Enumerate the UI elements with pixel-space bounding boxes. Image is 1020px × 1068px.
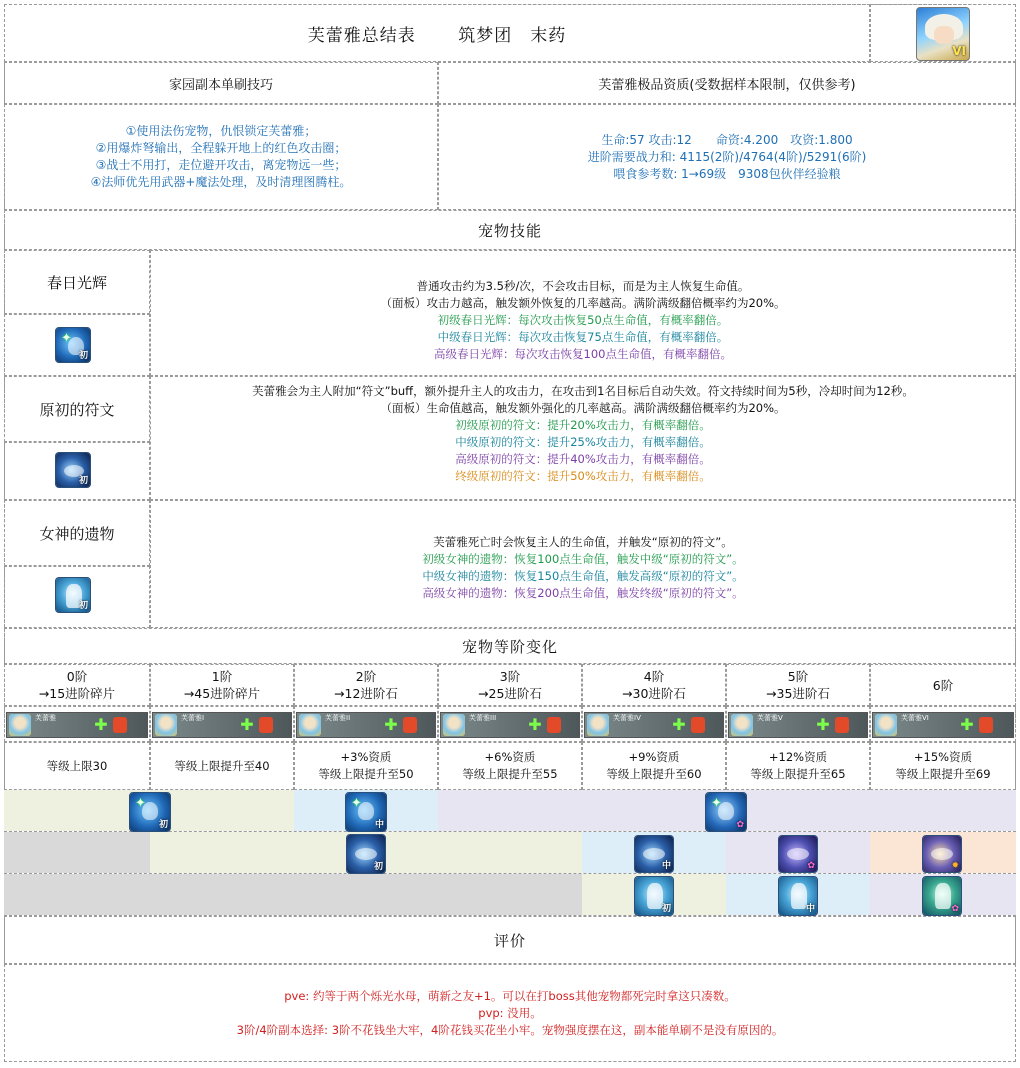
tip-line: ③战士不用打，走位避开攻击，离宠物远一些； bbox=[95, 158, 347, 172]
skill-name-cell bbox=[4, 376, 150, 442]
tier-requirement: →25进阶石 bbox=[478, 686, 542, 701]
skill-desc-line: 高级原初的符文：提升40%攻击力，有概率翻倍。 bbox=[455, 452, 711, 466]
tier-stage: 1阶 bbox=[211, 669, 233, 684]
item-icon bbox=[691, 717, 705, 733]
freya-avatar bbox=[916, 7, 970, 61]
tier-effect-cell bbox=[870, 742, 1016, 790]
tier-level-cap: 等级上限提升至40 bbox=[174, 758, 270, 773]
goddess-relic-low-icon: 初 bbox=[634, 876, 674, 916]
tier-stage-cell bbox=[294, 664, 438, 706]
spring-radiance-mid-icon: ✦ 中 bbox=[345, 792, 387, 832]
item-icon bbox=[403, 717, 417, 733]
tier-requirement: →30进阶石 bbox=[622, 686, 686, 701]
avatar-badge: VI bbox=[952, 44, 966, 58]
tier-stage: 0阶 bbox=[66, 669, 88, 684]
review-line: 3阶/4阶副本选择: 3阶不花钱坐大牢，4阶花钱买花坐小牢。宠物强度摆在这，副本能单刷不是没有原因的。 bbox=[236, 1022, 784, 1037]
tier-requirement: →12进阶石 bbox=[334, 686, 398, 701]
pet-portrait bbox=[875, 714, 897, 736]
review-line: pvp: 没用。 bbox=[478, 1005, 542, 1020]
tier-stage-cell bbox=[150, 664, 294, 706]
skill-desc bbox=[150, 500, 1016, 628]
pet-card-name: 芙蕾雅V bbox=[757, 714, 783, 722]
pet-card-name: 芙蕾雅II bbox=[325, 714, 351, 722]
tier-effect-cell bbox=[150, 742, 294, 790]
tier-quality-bonus: +6%资质 bbox=[484, 750, 536, 764]
skill-desc-line: 普通攻击约为3.5秒/次，不会攻击目标，而是为主人恢复生命值。 bbox=[416, 278, 750, 293]
tier-level-cap: 等级上限提升至65 bbox=[750, 767, 846, 781]
item-icon bbox=[835, 717, 849, 733]
tier-quality-bonus: +9%资质 bbox=[628, 750, 680, 764]
spring-radiance-low-icon: ✦ 初 bbox=[129, 792, 171, 832]
skill-desc-line: 中级春日光辉：每次攻击恢复75点生命值，有概率翻倍。 bbox=[437, 329, 729, 344]
skill-desc-line: 初级女神的遗物：恢复100点生命值，触发中级“原初的符文”。 bbox=[422, 552, 744, 566]
review-line: pve: 约等于两个烁光水母，萌新之友+1。可以在打boss其他宠物都死完时拿这只凑数。 bbox=[284, 988, 736, 1003]
primal-rune-icon: 初 bbox=[55, 452, 91, 488]
skills-header: 宠物技能 bbox=[477, 221, 542, 240]
pet-card-name: 芙蕾雅 bbox=[35, 714, 56, 722]
tier-effect-cell bbox=[294, 742, 438, 790]
pet-card bbox=[872, 712, 1014, 738]
stats-line: 生命:57 攻击:12 命资:4.200 攻资:1.800 bbox=[601, 132, 853, 147]
pet-portrait bbox=[443, 714, 465, 736]
tip-line: ④法师优先用武器+魔法处理，及时清理图腾柱。 bbox=[90, 175, 352, 189]
progress-seg bbox=[4, 874, 582, 915]
pet-portrait bbox=[299, 714, 321, 736]
progress-seg bbox=[4, 832, 150, 873]
tier-stage-cell bbox=[438, 664, 582, 706]
page-title: 芙蕾雅总结表 筑梦团 末药 bbox=[307, 25, 567, 46]
skill-name: 女神的遗物 bbox=[39, 524, 115, 543]
tips-header-cell bbox=[4, 62, 438, 104]
tiers-header-cell bbox=[4, 628, 1016, 664]
pet-portrait bbox=[155, 714, 177, 736]
skill-desc bbox=[150, 376, 1016, 500]
tier-quality-bonus: +15%资质 bbox=[913, 750, 973, 764]
pet-card bbox=[152, 712, 292, 738]
tier-effect-cell bbox=[438, 742, 582, 790]
pet-portrait bbox=[9, 714, 31, 736]
plus-icon: ✚ bbox=[672, 715, 686, 734]
stats-line: 进阶需要战力和: 4115(2阶)/4764(4阶)/5291(6阶) bbox=[587, 149, 867, 164]
title-cell bbox=[4, 4, 870, 62]
skill-desc-line: 终级原初的符文：提升50%攻击力，有概率翻倍。 bbox=[455, 469, 711, 483]
tier-quality-bonus: +3%资质 bbox=[340, 750, 392, 764]
tier-effect-cell bbox=[4, 742, 150, 790]
skill-desc-line: 高级春日光辉：每次攻击恢复100点生命值，有概率翻倍。 bbox=[434, 346, 732, 361]
skill-name: 春日光辉 bbox=[46, 273, 107, 292]
skill-desc-line: 中级原初的符文：提升25%攻击力，有概率翻倍。 bbox=[455, 435, 711, 449]
tier-effect-cell bbox=[726, 742, 870, 790]
skills-header-cell bbox=[4, 210, 1016, 250]
plus-icon: ✚ bbox=[240, 715, 254, 734]
tier-quality-bonus: +12%资质 bbox=[768, 750, 828, 764]
review-header-cell bbox=[4, 916, 1016, 964]
item-icon bbox=[259, 717, 273, 733]
pet-card-name: 芙蕾雅I bbox=[181, 714, 205, 722]
tips-body bbox=[4, 104, 438, 210]
stats-line: 喂食参考数: 1→69级 9308包伙伴经验粮 bbox=[613, 166, 841, 181]
skill-desc-line: 芙蕾雅会为主人附加“符文”buff，额外提升主人的攻击力，在攻击到1名目标后自动失效。符文持续时间为5秒，冷却时间为12秒。 bbox=[252, 384, 914, 398]
tiers-header: 宠物等阶变化 bbox=[461, 637, 558, 656]
tips-header: 家园副本单刷技巧 bbox=[168, 77, 273, 93]
tip-line: ②用爆炸弩输出，全程躲开地上的红色攻击圈； bbox=[95, 141, 347, 155]
stats-header: 芙蕾雅极品资质(受数据样本限制，仅供参考) bbox=[598, 77, 856, 93]
skill-desc-line: 初级春日光辉：每次攻击恢复50点生命值，有概率翻倍。 bbox=[437, 312, 729, 327]
skill-name-cell bbox=[4, 250, 150, 314]
pet-card bbox=[440, 712, 580, 738]
pet-card bbox=[728, 712, 868, 738]
tier-stage-cell bbox=[726, 664, 870, 706]
tier-stage: 2阶 bbox=[355, 669, 377, 684]
stats-header-cell bbox=[438, 62, 1016, 104]
spring-radiance-high-icon: ✦ ✿ bbox=[705, 792, 747, 832]
primal-rune-ultimate-icon: ✹ bbox=[922, 835, 962, 873]
primal-rune-low-icon: 初 bbox=[346, 834, 386, 874]
pet-card-name: 芙蕾雅IV bbox=[613, 714, 641, 722]
pet-card bbox=[296, 712, 436, 738]
primal-rune-mid-icon: 中 bbox=[634, 835, 674, 873]
skill-desc-line: 中级女神的遗物：恢复150点生命值，触发高级“原初的符文”。 bbox=[422, 569, 744, 583]
tier-level-cap: 等级上限提升至69 bbox=[895, 767, 991, 781]
pet-card bbox=[584, 712, 724, 738]
tier-stage: 5阶 bbox=[787, 669, 809, 684]
goddess-relic-high-icon: ✿ bbox=[922, 876, 962, 916]
tier-stage-cell bbox=[582, 664, 726, 706]
review-body bbox=[4, 964, 1016, 1062]
tier-level-cap: 等级上限提升至60 bbox=[606, 767, 702, 781]
skill-desc-line: 高级女神的遗物：恢复200点生命值，触发终级“原初的符文”。 bbox=[422, 586, 744, 600]
pet-card-name: 芙蕾雅III bbox=[469, 714, 497, 722]
tier-requirement: →35进阶石 bbox=[766, 686, 830, 701]
tier-requirement: →45进阶碎片 bbox=[183, 686, 261, 701]
goddess-relic-mid-icon: 中 bbox=[778, 876, 818, 916]
skill-name-cell bbox=[4, 500, 150, 566]
tier-level-cap: 等级上限提升至50 bbox=[318, 767, 414, 781]
review-header: 评价 bbox=[493, 931, 526, 950]
plus-icon: ✚ bbox=[384, 715, 398, 734]
skill-desc-line: 初级原初的符文：提升20%攻击力，有概率翻倍。 bbox=[455, 418, 711, 432]
tier-stage-cell bbox=[870, 664, 1016, 706]
skill-desc bbox=[150, 250, 1016, 376]
primal-rune-high-icon: ✿ bbox=[778, 835, 818, 873]
skill-desc-line: 芙蕾雅死亡时会恢复主人的生命值，并触发“原初的符文”。 bbox=[433, 535, 733, 549]
pet-portrait bbox=[731, 714, 753, 736]
tip-line: ①使用法伤宠物，仇恨锁定芙蕾雅； bbox=[125, 124, 317, 138]
item-icon bbox=[113, 717, 127, 733]
spring-radiance-icon: ✦ 初 bbox=[55, 327, 91, 363]
tier-effect-cell bbox=[582, 742, 726, 790]
pet-card-name: 芙蕾雅VI bbox=[901, 714, 929, 722]
tier-stage: 6阶 bbox=[932, 677, 954, 693]
skill-desc-line: （面板）生命值越高，触发额外强化的几率越高。满阶满级翻倍概率约为20%。 bbox=[380, 401, 786, 415]
progress-row-rune bbox=[4, 832, 1016, 874]
skill-desc-line: （面板）攻击力越高，触发额外恢复的几率越高。满阶满级翻倍概率约为20%。 bbox=[380, 295, 786, 310]
tier-stage: 4阶 bbox=[643, 669, 665, 684]
plus-icon: ✚ bbox=[94, 715, 108, 734]
goddess-relic-icon: 初 bbox=[55, 577, 91, 613]
tier-level-cap: 等级上限提升至55 bbox=[462, 767, 558, 781]
plus-icon: ✚ bbox=[528, 715, 542, 734]
progress-row-relic bbox=[4, 874, 1016, 916]
pet-card bbox=[6, 712, 148, 738]
tier-level-cap: 等级上限30 bbox=[46, 758, 108, 773]
stats-body bbox=[438, 104, 1016, 210]
tier-requirement: →15进阶碎片 bbox=[38, 686, 116, 701]
pet-portrait bbox=[587, 714, 609, 736]
item-icon bbox=[979, 717, 993, 733]
plus-icon: ✚ bbox=[960, 715, 974, 734]
tier-stage-cell bbox=[4, 664, 150, 706]
plus-icon: ✚ bbox=[816, 715, 830, 734]
tier-stage: 3阶 bbox=[499, 669, 521, 684]
skill-name: 原初的符文 bbox=[39, 400, 115, 419]
item-icon bbox=[547, 717, 561, 733]
